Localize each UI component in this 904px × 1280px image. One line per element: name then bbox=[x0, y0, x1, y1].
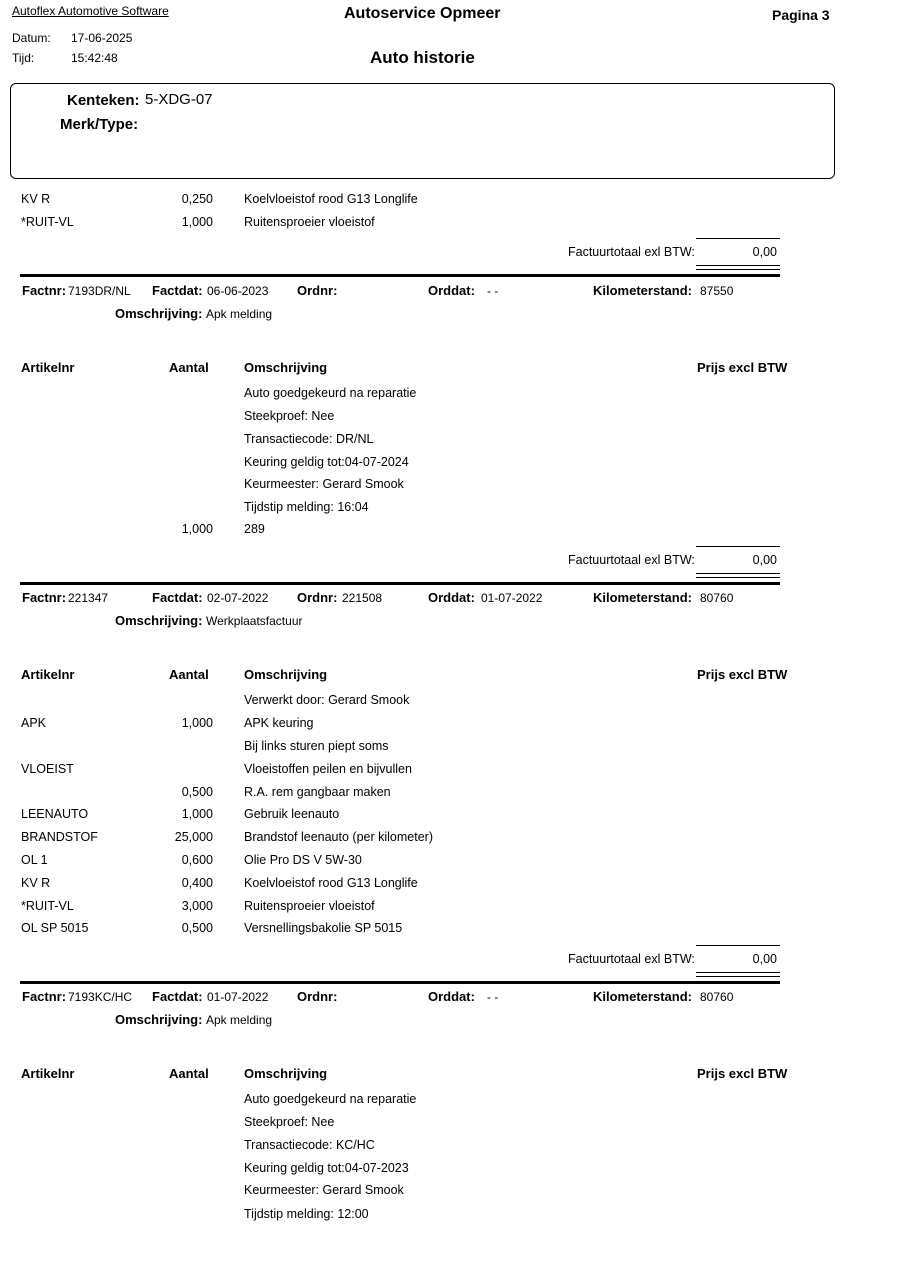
table-row bbox=[0, 215, 904, 235]
page-number: Pagina 3 bbox=[772, 7, 830, 23]
aantal: 3,000 bbox=[181, 899, 213, 913]
km-label: Kilometerstand: bbox=[593, 590, 692, 605]
total-label: Factuurtotaal exl BTW: bbox=[568, 952, 695, 966]
total-double-rule bbox=[696, 265, 780, 266]
km-value: 87550 bbox=[700, 284, 734, 298]
table-row bbox=[0, 830, 904, 850]
col-omschrijving: Omschrijving bbox=[244, 1066, 328, 1081]
aantal: 0,250 bbox=[181, 192, 213, 206]
aantal: 0,500 bbox=[181, 921, 213, 935]
orddat-label: Orddat: bbox=[428, 590, 475, 605]
total-double-rule bbox=[696, 976, 780, 977]
merk-type-label: Merk/Type: bbox=[60, 116, 139, 133]
artikelnr: KV R bbox=[21, 876, 51, 890]
factnr-label: Factnr: bbox=[22, 283, 67, 298]
orddat-label: Orddat: bbox=[428, 283, 475, 298]
total-rule bbox=[696, 945, 780, 946]
invoice-separator bbox=[20, 981, 780, 984]
report-title: Auto historie bbox=[370, 48, 475, 67]
tijd-value: 15:42:48 bbox=[71, 51, 118, 65]
kenteken-label: Kenteken: bbox=[67, 92, 140, 109]
total-rule bbox=[696, 238, 780, 239]
factnr-label: Factnr: bbox=[22, 989, 67, 1004]
col-prijs: Prijs excl BTW bbox=[697, 360, 788, 375]
omschrijving: Bij links sturen piept soms bbox=[244, 739, 389, 753]
orddat-value: - - bbox=[487, 284, 499, 298]
aantal: 0,500 bbox=[181, 785, 213, 799]
omschrijving: Ruitensproeier vloeistof bbox=[244, 215, 375, 229]
table-row bbox=[0, 386, 904, 406]
total-value: 0,00 bbox=[752, 553, 777, 567]
table-row bbox=[0, 1115, 904, 1135]
col-artikelnr: Artikelnr bbox=[21, 1066, 75, 1081]
total-double-rule bbox=[696, 573, 780, 574]
omschrijving: Tijdstip melding: 12:00 bbox=[244, 1207, 369, 1221]
col-aantal: Aantal bbox=[169, 1066, 209, 1081]
aantal: 25,000 bbox=[174, 830, 213, 844]
tijd-label: Tijd: bbox=[12, 51, 35, 65]
omschrijving: Keuring geldig tot:04-07-2023 bbox=[244, 1161, 409, 1175]
table-row bbox=[0, 1092, 904, 1112]
omschrijving: 289 bbox=[244, 522, 265, 536]
omschrijving: Verwerkt door: Gerard Smook bbox=[244, 693, 410, 707]
artikelnr: OL 1 bbox=[21, 853, 48, 867]
factdat-label: Factdat: bbox=[152, 989, 203, 1004]
omschrijving: Transactiecode: KC/HC bbox=[244, 1138, 375, 1152]
orddat-value: 01-07-2022 bbox=[481, 591, 543, 605]
km-label: Kilometerstand: bbox=[593, 283, 692, 298]
km-label: Kilometerstand: bbox=[593, 989, 692, 1004]
omschrijving-label: Omschrijving: bbox=[115, 613, 203, 628]
total-double-rule bbox=[696, 269, 780, 270]
shop-name: Autoservice Opmeer bbox=[344, 5, 501, 22]
omschrijving: Auto goedgekeurd na reparatie bbox=[244, 1092, 417, 1106]
artikelnr: *RUIT-VL bbox=[21, 215, 74, 229]
omschrijving-label: Omschrijving: bbox=[115, 1012, 203, 1027]
total-value: 0,00 bbox=[752, 952, 777, 966]
omschrijving: Keurmeester: Gerard Smook bbox=[244, 477, 404, 491]
orddat-label: Orddat: bbox=[428, 989, 475, 1004]
aantal: 1,000 bbox=[181, 716, 213, 730]
table-row bbox=[0, 1138, 904, 1158]
col-prijs: Prijs excl BTW bbox=[697, 1066, 788, 1081]
artikelnr: BRANDSTOF bbox=[21, 830, 98, 844]
table-row bbox=[0, 739, 904, 759]
factnr-value: 221347 bbox=[68, 591, 109, 605]
table-row bbox=[0, 693, 904, 713]
omschrijving-value: Werkplaatsfactuur bbox=[206, 614, 303, 628]
datum-value: 17-06-2025 bbox=[71, 31, 133, 45]
total-double-rule bbox=[696, 972, 780, 973]
table-row bbox=[0, 921, 904, 941]
ordnr-label: Ordnr: bbox=[297, 590, 338, 605]
total-double-rule bbox=[696, 577, 780, 578]
omschrijving: Vloeistoffen peilen en bijvullen bbox=[244, 762, 412, 776]
col-artikelnr: Artikelnr bbox=[21, 360, 75, 375]
table-row bbox=[0, 853, 904, 873]
omschrijving: Steekproef: Nee bbox=[244, 1115, 335, 1129]
km-value: 80760 bbox=[700, 990, 734, 1004]
table-row bbox=[0, 409, 904, 429]
table-row bbox=[0, 785, 904, 805]
artikelnr: KV R bbox=[21, 192, 51, 206]
table-row bbox=[0, 192, 904, 212]
table-row bbox=[0, 1161, 904, 1181]
table-row bbox=[0, 762, 904, 782]
omschrijving-label: Omschrijving: bbox=[115, 306, 203, 321]
factdat-label: Factdat: bbox=[152, 590, 203, 605]
omschrijving-value: Apk melding bbox=[206, 307, 273, 321]
table-row bbox=[0, 500, 904, 520]
km-value: 80760 bbox=[700, 591, 734, 605]
omschrijving: APK keuring bbox=[244, 716, 314, 730]
omschrijving: Keurmeester: Gerard Smook bbox=[244, 1183, 404, 1197]
total-label: Factuurtotaal exl BTW: bbox=[568, 245, 695, 259]
omschrijving: Transactiecode: DR/NL bbox=[244, 432, 374, 446]
company-link[interactable]: Autoflex Automotive Software bbox=[12, 4, 169, 18]
omschrijving: Tijdstip melding: 16:04 bbox=[244, 500, 369, 514]
artikelnr: *RUIT-VL bbox=[21, 899, 74, 913]
aantal: 1,000 bbox=[181, 807, 213, 821]
factdat-value: 02-07-2022 bbox=[207, 591, 269, 605]
factdat-label: Factdat: bbox=[152, 283, 203, 298]
aantal: 1,000 bbox=[181, 215, 213, 229]
total-value: 0,00 bbox=[752, 245, 777, 259]
ordnr-label: Ordnr: bbox=[297, 283, 338, 298]
ordnr-value: 221508 bbox=[342, 591, 383, 605]
col-omschrijving: Omschrijving bbox=[244, 667, 328, 682]
invoice-separator bbox=[20, 582, 780, 585]
omschrijving: Koelvloeistof rood G13 Longlife bbox=[244, 876, 418, 890]
total-rule bbox=[696, 546, 780, 547]
factnr-label: Factnr: bbox=[22, 590, 67, 605]
aantal: 0,600 bbox=[181, 853, 213, 867]
factdat-value: 01-07-2022 bbox=[207, 990, 269, 1004]
omschrijving: R.A. rem gangbaar maken bbox=[244, 785, 391, 799]
invoice-separator bbox=[20, 274, 780, 277]
factnr-value: 7193DR/NL bbox=[68, 284, 131, 298]
omschrijving: Brandstof leenauto (per kilometer) bbox=[244, 830, 433, 844]
omschrijving-value: Apk melding bbox=[206, 1013, 273, 1027]
omschrijving: Ruitensproeier vloeistof bbox=[244, 899, 375, 913]
aantal: 0,400 bbox=[181, 876, 213, 890]
omschrijving: Olie Pro DS V 5W-30 bbox=[244, 853, 362, 867]
table-row bbox=[0, 455, 904, 475]
aantal: 1,000 bbox=[181, 522, 213, 536]
artikelnr: APK bbox=[21, 716, 47, 730]
artikelnr: LEENAUTO bbox=[21, 807, 89, 821]
table-row bbox=[0, 1183, 904, 1203]
ordnr-label: Ordnr: bbox=[297, 989, 338, 1004]
omschrijving: Keuring geldig tot:04-07-2024 bbox=[244, 455, 409, 469]
kenteken-value: 5-XDG-07 bbox=[145, 91, 213, 108]
table-row bbox=[0, 432, 904, 452]
omschrijving: Auto goedgekeurd na reparatie bbox=[244, 386, 417, 400]
factdat-value: 06-06-2023 bbox=[207, 284, 269, 298]
omschrijving: Steekproef: Nee bbox=[244, 409, 335, 423]
total-label: Factuurtotaal exl BTW: bbox=[568, 553, 695, 567]
col-prijs: Prijs excl BTW bbox=[697, 667, 788, 682]
factnr-value: 7193KC/HC bbox=[68, 990, 133, 1004]
table-row bbox=[0, 807, 904, 827]
col-artikelnr: Artikelnr bbox=[21, 667, 75, 682]
col-aantal: Aantal bbox=[169, 360, 209, 375]
datum-label: Datum: bbox=[12, 31, 51, 45]
col-aantal: Aantal bbox=[169, 667, 209, 682]
artikelnr: VLOEIST bbox=[21, 762, 74, 776]
artikelnr: OL SP 5015 bbox=[21, 921, 89, 935]
omschrijving: Koelvloeistof rood G13 Longlife bbox=[244, 192, 418, 206]
table-row bbox=[0, 1207, 904, 1227]
table-row bbox=[0, 876, 904, 896]
table-row bbox=[0, 522, 904, 542]
omschrijving: Versnellingsbakolie SP 5015 bbox=[244, 921, 403, 935]
table-row bbox=[0, 899, 904, 919]
table-row bbox=[0, 477, 904, 497]
col-omschrijving: Omschrijving bbox=[244, 360, 328, 375]
omschrijving: Gebruik leenauto bbox=[244, 807, 340, 821]
table-row bbox=[0, 716, 904, 736]
orddat-value: - - bbox=[487, 990, 499, 1004]
